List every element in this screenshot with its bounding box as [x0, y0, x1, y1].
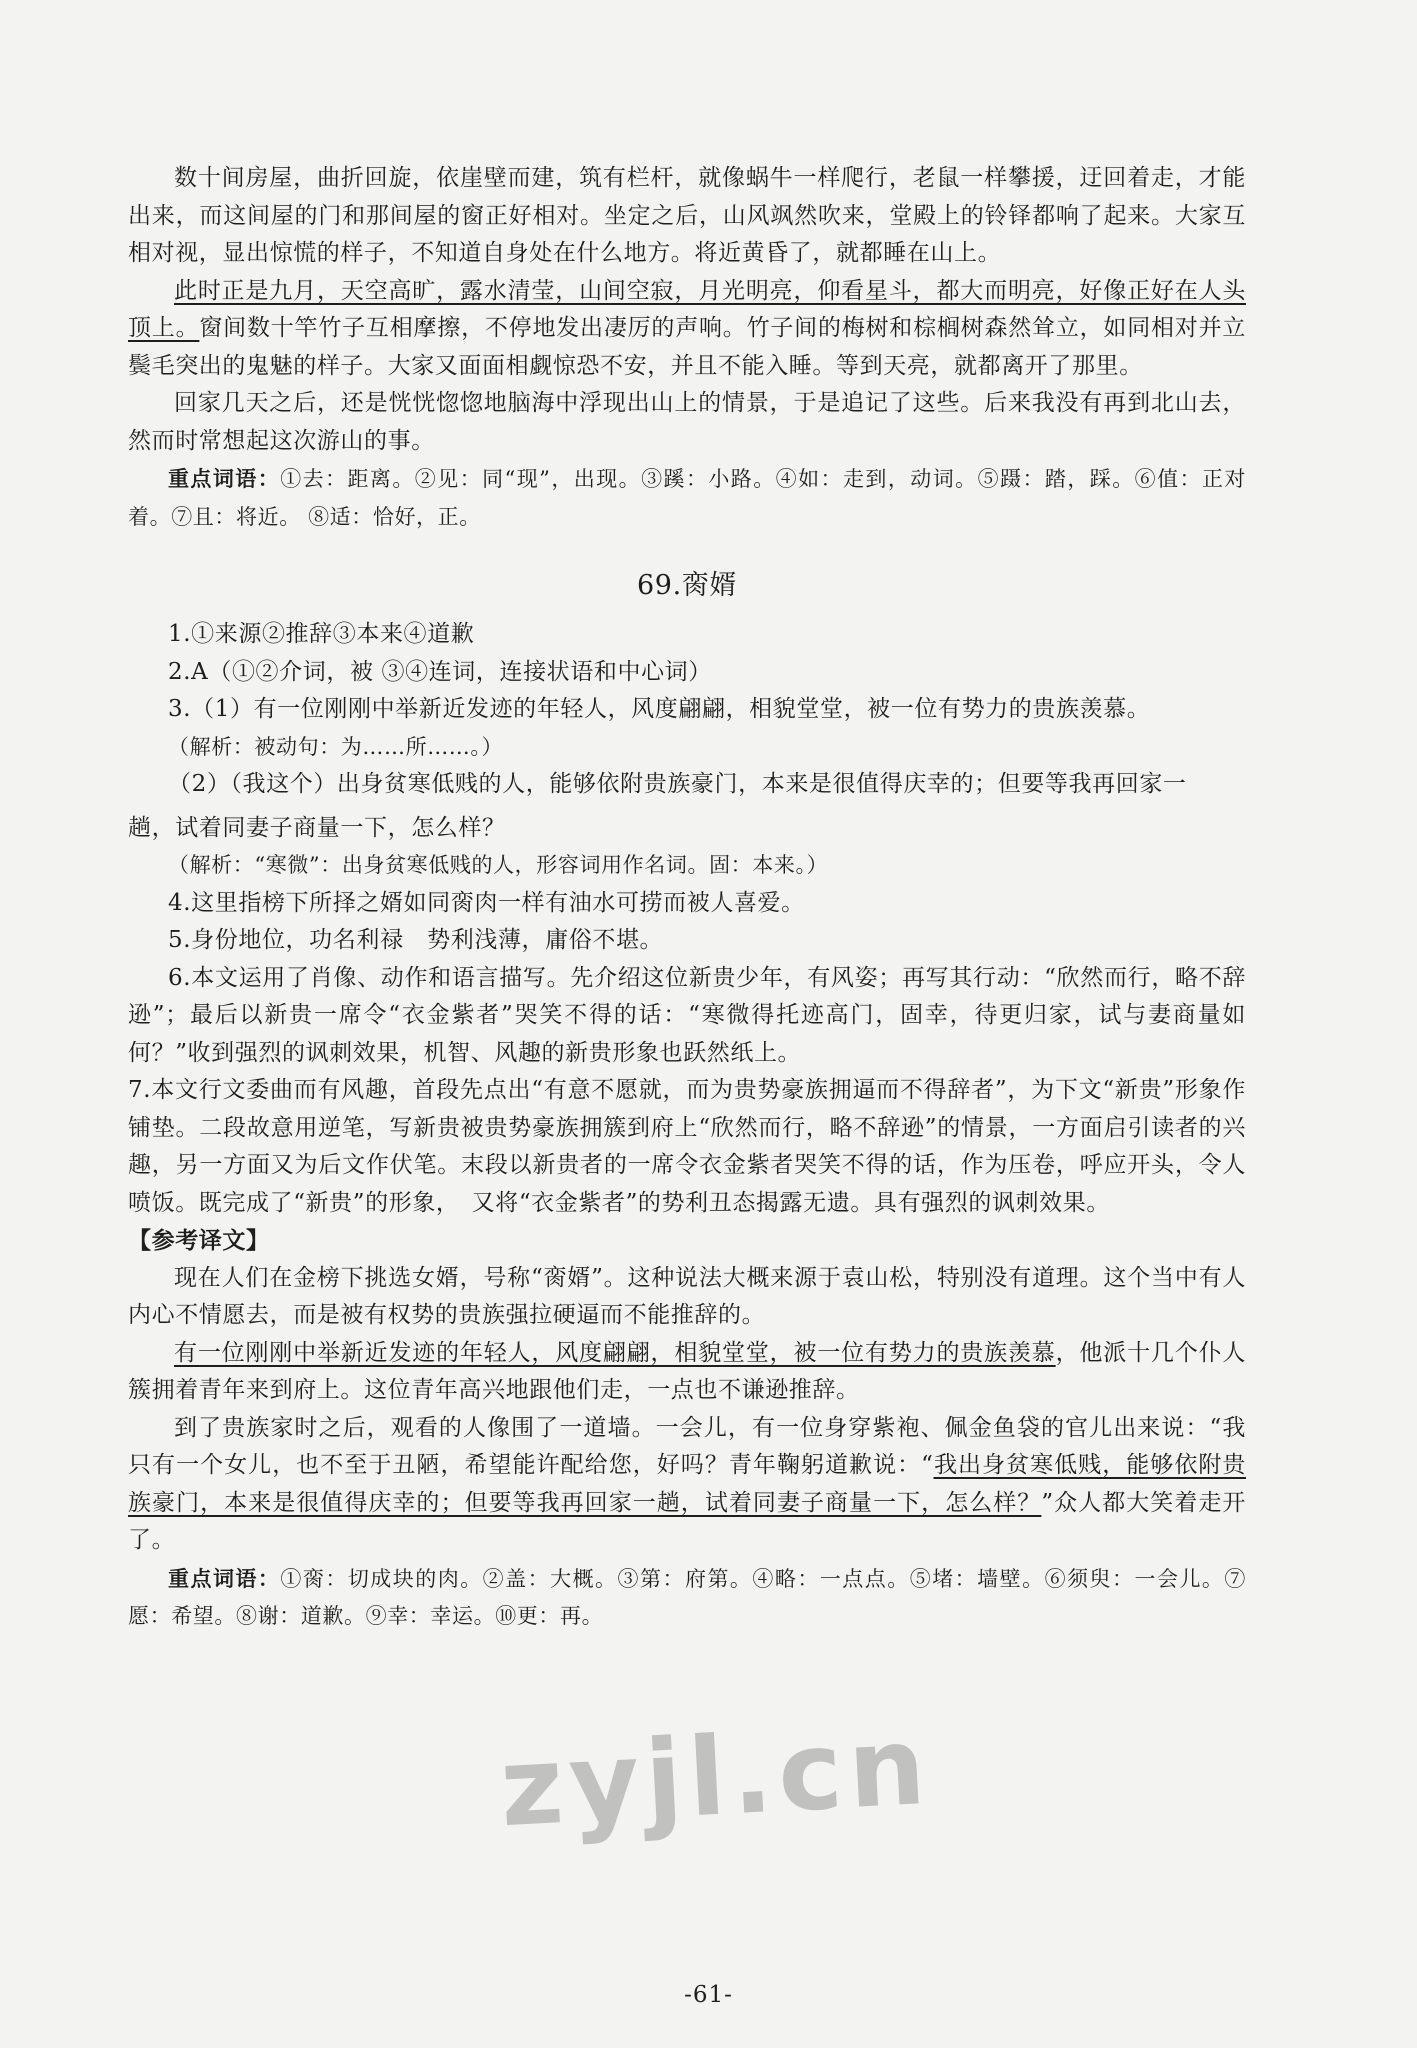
translation-heading: 【参考译文】 [128, 1227, 270, 1254]
translation-3-underlined: 我出身贫寒低贱，能够依附贵族豪门，本来是很值得庆幸的；但要等我再回家一趟，试着同妻子商量一下，怎么样？ [128, 1452, 1246, 1516]
translation-3-b: ”众人都大笑着走开了。 [128, 1489, 1246, 1553]
answer-6: 6.本文运用了肖像、动作和语言描写。先介绍这位新贵少年，有风姿；再写其行动：“欣然而行，略不辞逊”；最后以新贵一席令“衣金紫者”哭笑不得的话：“寒微得托迹高门，固幸，待更归家，试与妻商量如何？”收到强烈的讽刺效果，机智、风趣的新贵形象也跃然纸上。 [128, 964, 1246, 1066]
translation-3-a: 到了贵族家时之后，观看的人像围了一道墙。一会儿，有一位身穿紫袍、佩金鱼袋的官儿出来说：“我只有一个女儿，也不至于丑陋，希望能许配给您，好吗？青年鞠躬道歉说：“ [128, 1414, 1246, 1478]
answer-3-2-cont: 趟，试着同妻子商量一下，怎么样？ [128, 814, 506, 841]
key-words-label-2: 重点词语： [168, 1565, 281, 1591]
translation-1: 现在人们在金榜下挑选女婿，号称“脔婿”。这种说法大概来源于袁山松，特别没有道理。这个当中有人内心不情愿去，而是被有权势的贵族强拉硬逼而不能推辞的。 [128, 1264, 1246, 1328]
page-content [128, 160, 1246, 1636]
translation-2-underlined: 有一位刚刚中举新近发迹的年轻人，风度翩翩，相貌堂堂，被一位有势力的贵族羡慕 [174, 1339, 1056, 1366]
key-words-2 [128, 1560, 1246, 1636]
section-title: 69.脔婿 [637, 570, 737, 601]
translation-2-rest: ，他派十几个仆人簇拥着青年来到府上。这位青年高兴地跟他们走，一点也不谦逊推辞。 [128, 1339, 1246, 1403]
answer-4: 4.这里指榜下所择之婿如同脔肉一样有油水可捞而被人喜爱。 [168, 889, 805, 916]
key-words-1 [128, 460, 1246, 536]
translation-2 [128, 1335, 1246, 1410]
answer-3-2-note: （解析：“寒微”：出身贫寒低贱的人，形容词用作名词。固：本来。） [168, 853, 829, 877]
answer-3-2: （2）（我这个）出身贫寒低贱的人，能够依附贵族豪门，本来是很值得庆幸的；但要等我再回家一 [168, 771, 1187, 797]
key-words-text: ①去：距离。②见：同“现”，出现。③蹊：小路。④如：走到，动词。⑤蹑：踏，踩。⑥值：正对着。⑦且：将近。 ⑧适：恰好，正。 [128, 467, 1247, 529]
key-words-label: 重点词语： [168, 466, 281, 491]
answer-5: 5.身份地位，功名利禄 势利浅薄，庸俗不堪。 [168, 927, 664, 953]
answer-3-1-note: （解析：被动句：为……所……。） [168, 734, 504, 759]
paragraph-3: 回家几天之后，还是恍恍惚惚地脑海中浮现出山上的情景，于是追记了这些。后来我没有再到北山去，然而时常想起这次游山的事。 [128, 390, 1246, 454]
answer-1: 1.①来源②推辞③本来④道歉 [168, 621, 475, 647]
translation-3 [128, 1410, 1246, 1560]
answer-3-1: 3.（1）有一位刚刚中举新近发迹的年轻人，风度翩翩，相貌堂堂，被一位有势力的贵族羡慕。 [168, 696, 1151, 722]
paragraph-2 [128, 273, 1246, 386]
paragraph-2-rest: 窗间数十竿竹子互相摩擦，不停地发出凄厉的声响。竹子间的梅树和棕榈树森然耸立，如同相对并立鬓毛突出的鬼魅的样子。大家又面面相觑惊恐不安，并且不能入睡。等到天亮，就都离开了那里。 [128, 315, 1246, 379]
paragraph-1: 数十间房屋，曲折回旋，依崖壁而建，筑有栏杆，就像蜗牛一样爬行，老鼠一样攀援，迂回着走，才能出来，而这间屋的门和那间屋的窗正好相对。坐定之后，山风飒然吹来，堂殿上的铃铎都响了起来。大家互相对视，显出惊慌的样子，不知道自身处在什么地方。将近黄昏了，就都睡在山上。 [128, 165, 1246, 266]
watermark: zyjl.cn [497, 1703, 935, 1852]
underlined-sentence: 此时正是九月，天空高旷，露水清莹，山间空寂，月光明亮，仰看星斗，都大而明亮，好像正好在人头顶上。 [128, 277, 1246, 341]
answer-7: 7.本文行文委曲而有风趣，首段先点出“有意不愿就，而为贵势豪族拥逼而不得辞者”，为下文“新贵”形象作铺垫。二段故意用逆笔，写新贵被贵势豪族拥簇到府上“欣然而行，略不辞逊”的情景，一方面启引读者的兴趣，另一方面又为后文作伏笔。末段以新贵者的一席令衣金紫者哭笑不得的话，作为压卷，呼应开头，令人喷饭。既完成了“新贵”的形象， 又将“衣金紫者”的势利丑态揭露无遗。具有强烈的讽刺效果。 [128, 1077, 1246, 1216]
page-number: -61- [684, 1982, 733, 2008]
key-words-text-2: ①脔：切成块的肉。②盖：大概。③第：府第。④略：一点点。⑤堵：墙壁。⑥须臾：一会儿。⑦愿：希望。⑧谢：道歉。⑨幸：幸运。⑩更：再。 [128, 1566, 1247, 1628]
answer-2: 2.A（①②介词，被 ③④连词，连接状语和中心词） [168, 658, 712, 685]
